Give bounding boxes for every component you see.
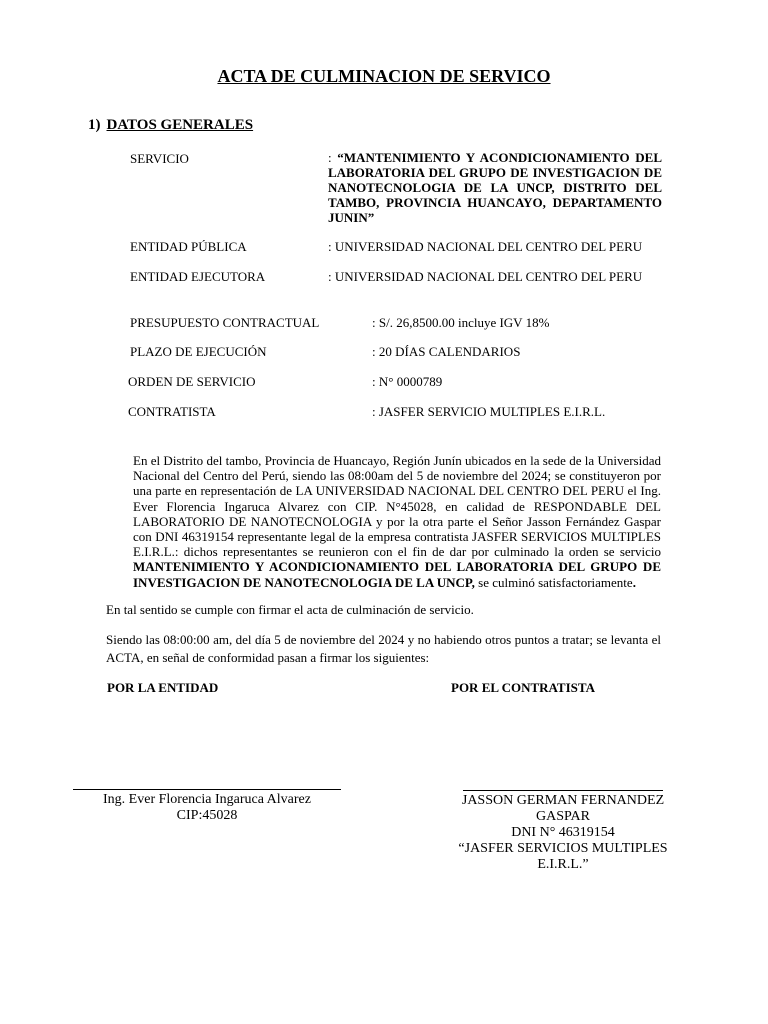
entidad-publica-value: : UNIVERSIDAD NACIONAL DEL CENTRO DEL PERU xyxy=(328,239,643,254)
contractor-signer-name: JASSON GERMAN FERNANDEZ xyxy=(461,793,665,808)
servicio-value xyxy=(328,150,662,225)
contractor-company-suffix: E.I.R.L.” xyxy=(537,857,589,872)
contratista-label: CONTRATISTA xyxy=(128,404,216,419)
document-title: ACTA DE CULMINACION DE SERVICO xyxy=(217,66,551,86)
entity-signature-block xyxy=(73,792,341,824)
contractor-signature-block xyxy=(443,793,683,873)
paragraph-text: En el Distrito del tambo, Provincia de Huancayo, Región Junín ubicados en la sede de la Universidad Nacional del Centro del Perú, siendo las 08:00am del 5 de noviembre del 2024; se constituyeron por una parte en representación de LA UNIVERSIDAD NACIONAL DEL CENTRO DEL PERU el Ing. Ever Florencia Ingaruca Alvarez con CIP. N°45028, en calidad de RESPONDABLE DEL LABORATORIO DE NANOTECNOLOGIA y por la otra parte el Señor Jasson Fernández Gaspar con DNI 46319154 representante legal de la empresa contratista JASFER SERVICIOS MULTIPLES E.I.R.L.: dichos representantes se reunieron con el fin de dar por culminado la orden se servicio xyxy=(133,453,661,560)
entidad-publica-label: ENTIDAD PÚBLICA xyxy=(130,239,247,254)
servicio-label: SERVICIO xyxy=(130,151,189,166)
orden-label: ORDEN DE SERVICIO xyxy=(128,374,256,389)
contractor-signer-dni: DNI N° 46319154 xyxy=(511,825,615,840)
presupuesto-label: PRESUPUESTO CONTRACTUAL xyxy=(130,315,320,330)
paragraph-tail: se culminó satisfactoriamente xyxy=(474,574,633,590)
servicio-text: “MANTENIMIENTO Y ACONDICIONAMIENTO DEL LABORATORIA DEL GRUPO DE INVESTIGACION DE NANOTECNOLOGIA DE LA UNCP, DISTRITO DEL TAMBO, PROVINCIA HUANCAYO, DEPARTAMENTO JUNIN” xyxy=(328,150,662,225)
entidad-ejecutora-label: ENTIDAD EJECUTORA xyxy=(130,269,266,284)
entidad-ejecutora-value: : UNIVERSIDAD NACIONAL DEL CENTRO DEL PERU xyxy=(328,269,643,284)
closing-paragraph: Siendo las 08:00:00 am, del día 5 de noviembre del 2024 y no habiendo otros puntos a tratar; se levanta el ACTA, en señal de conformidad pasan a firmar los siguientes: xyxy=(106,632,661,665)
section-label: DATOS GENERALES xyxy=(106,117,254,133)
paragraph-end: . xyxy=(632,574,636,590)
contractor-company: “JASFER SERVICIOS MULTIPLES xyxy=(458,841,668,856)
section-number: 1) xyxy=(88,117,101,133)
presupuesto-value: : S/. 26,8500.00 incluye IGV 18% xyxy=(372,315,550,330)
plazo-label: PLAZO DE EJECUCIÓN xyxy=(130,344,267,359)
entity-signature-heading: POR LA ENTIDAD xyxy=(107,680,219,695)
entity-signer-cip: CIP:45028 xyxy=(176,808,238,823)
entity-signer-name: Ing. Ever Florencia Ingaruca Alvarez xyxy=(103,792,311,807)
paragraph-bold: MANTENIMIENTO Y ACONDICIONAMIENTO DEL LABORATORIA DEL GRUPO DE INVESTIGACION DE NANOTECNOLOGIA DE LA UNCP, xyxy=(133,559,661,590)
orden-value: : N° 0000789 xyxy=(372,374,443,389)
contractor-signature-heading: POR EL CONTRATISTA xyxy=(451,680,595,695)
section-heading xyxy=(88,117,253,134)
closing-sentence: En tal sentido se cumple con firmar el acta de culminación de servicio. xyxy=(106,602,474,617)
contractor-signature-line xyxy=(463,790,663,791)
contractor-signer-surname: GASPAR xyxy=(536,809,590,824)
servicio-prefix: : xyxy=(328,150,338,165)
minutes-paragraph xyxy=(133,453,661,590)
contratista-value: : JASFER SERVICIO MULTIPLES E.I.R.L. xyxy=(372,404,606,419)
entity-signature-line xyxy=(73,789,341,790)
plazo-value: : 20 DÍAS CALENDARIOS xyxy=(372,344,521,359)
